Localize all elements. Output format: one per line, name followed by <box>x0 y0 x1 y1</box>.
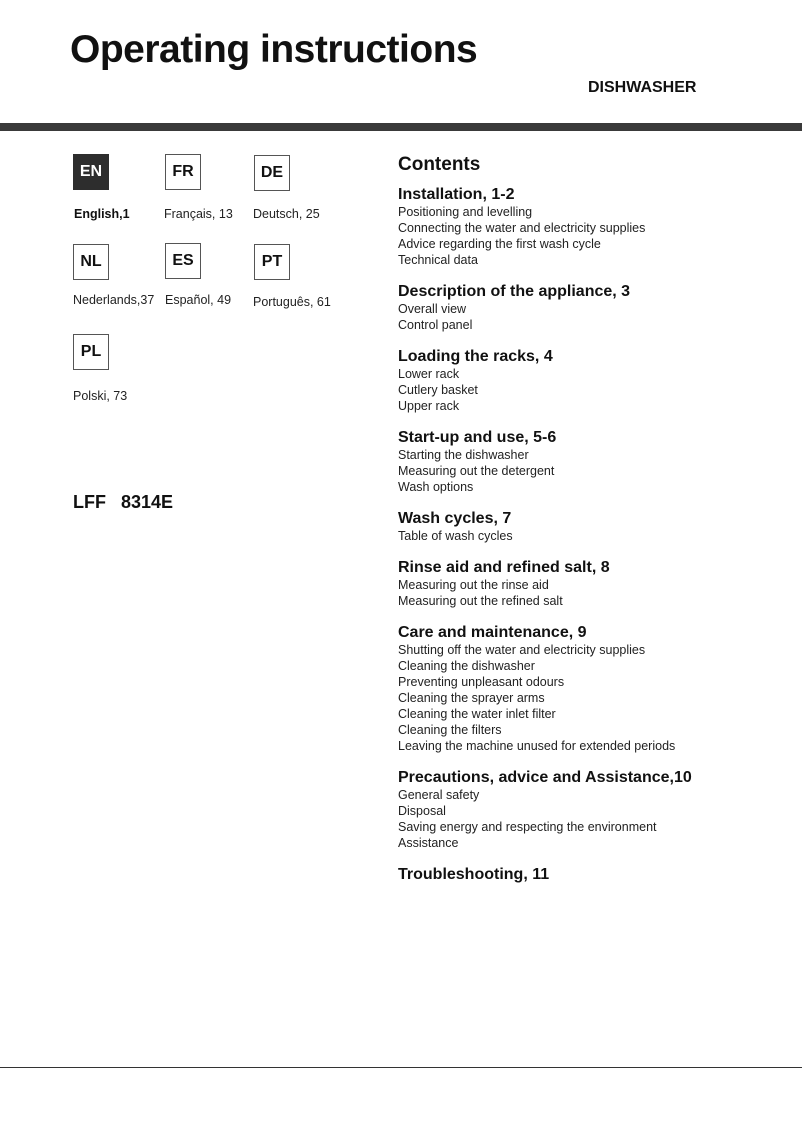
toc-section-description <box>398 282 788 333</box>
toc-section-title[interactable]: Wash cycles, 7 <box>398 510 512 527</box>
toc-item[interactable]: Cleaning the dishwasher <box>398 659 535 673</box>
lang-code-fr[interactable]: FR <box>165 154 201 190</box>
contents-heading: Contents <box>398 154 481 175</box>
toc-item[interactable]: Advice regarding the first wash cycle <box>398 237 601 251</box>
lang-label-pl: Polski, 73 <box>73 389 128 403</box>
toc-section-precautions <box>398 768 788 851</box>
toc-item[interactable]: Control panel <box>398 318 473 332</box>
toc-item[interactable]: Overall view <box>398 302 467 316</box>
toc-item[interactable]: Technical data <box>398 253 478 267</box>
toc-item[interactable]: Wash options <box>398 480 474 494</box>
toc-section-care <box>398 623 788 754</box>
toc-section-title[interactable]: Installation, 1-2 <box>398 186 515 203</box>
toc-section-title[interactable]: Troubleshooting, 11 <box>398 866 550 883</box>
lang-code-de[interactable]: DE <box>254 155 290 191</box>
product-type: DISHWASHER <box>588 79 697 96</box>
toc-section-installation <box>398 185 788 268</box>
lang-label-pt: Português, 61 <box>253 295 331 309</box>
toc-section-wash-cycles <box>398 509 788 544</box>
toc-item[interactable]: Disposal <box>398 804 446 818</box>
lang-label-en: English,1 <box>74 207 130 221</box>
model-number: LFF 8314E <box>73 492 174 512</box>
toc-item[interactable]: Upper rack <box>398 399 460 413</box>
toc-item[interactable]: General safety <box>398 788 480 802</box>
lang-code-en[interactable]: EN <box>73 154 109 190</box>
toc-item[interactable]: Cleaning the water inlet filter <box>398 707 556 721</box>
toc-item[interactable]: Connecting the water and electricity supplies <box>398 221 646 235</box>
toc-item[interactable]: Shutting off the water and electricity supplies <box>398 643 646 657</box>
lang-code-pl[interactable]: PL <box>73 334 109 370</box>
toc-item[interactable]: Preventing unpleasant odours <box>398 675 565 689</box>
toc-section-title[interactable]: Rinse aid and refined salt, 8 <box>398 559 610 576</box>
toc-item[interactable]: Saving energy and respecting the environment <box>398 820 657 834</box>
toc-section-title[interactable]: Loading the racks, 4 <box>398 348 553 365</box>
lang-label-es: Español, 49 <box>165 293 232 307</box>
toc-item[interactable]: Measuring out the rinse aid <box>398 578 549 592</box>
toc-item[interactable]: Cleaning the filters <box>398 723 502 737</box>
toc-item[interactable]: Assistance <box>398 836 459 850</box>
lang-code-pt[interactable]: PT <box>254 244 290 280</box>
lang-code-nl[interactable]: NL <box>73 244 109 280</box>
toc-item[interactable]: Measuring out the refined salt <box>398 594 563 608</box>
toc-item[interactable]: Cleaning the sprayer arms <box>398 691 545 705</box>
toc-section-start-up <box>398 428 788 495</box>
toc-section-title[interactable]: Description of the appliance, 3 <box>398 283 631 300</box>
toc-item[interactable]: Lower rack <box>398 367 460 381</box>
toc-item[interactable]: Measuring out the detergent <box>398 464 555 478</box>
toc-item[interactable]: Leaving the machine unused for extended periods <box>398 739 676 753</box>
toc-section-title[interactable]: Precautions, advice and Assistance,10 <box>398 769 692 786</box>
footer-divider <box>0 1067 802 1068</box>
toc-section-rinse-aid <box>398 558 788 609</box>
page-title: Operating instructions <box>70 28 478 71</box>
toc-item[interactable]: Cutlery basket <box>398 383 478 397</box>
lang-label-de: Deutsch, 25 <box>253 207 320 221</box>
lang-label-nl: Nederlands,37 <box>73 293 155 307</box>
header-divider <box>0 123 802 131</box>
toc-section-troubleshooting <box>398 865 788 884</box>
toc-section-loading-racks <box>398 347 788 414</box>
toc-section-title[interactable]: Care and maintenance, 9 <box>398 624 587 641</box>
lang-code-es[interactable]: ES <box>165 243 201 279</box>
table-of-contents <box>398 153 788 898</box>
toc-item[interactable]: Starting the dishwasher <box>398 448 529 462</box>
lang-label-fr: Français, 13 <box>164 207 233 221</box>
toc-item[interactable]: Positioning and levelling <box>398 205 533 219</box>
toc-item[interactable]: Table of wash cycles <box>398 529 513 543</box>
toc-section-title[interactable]: Start-up and use, 5-6 <box>398 429 557 446</box>
